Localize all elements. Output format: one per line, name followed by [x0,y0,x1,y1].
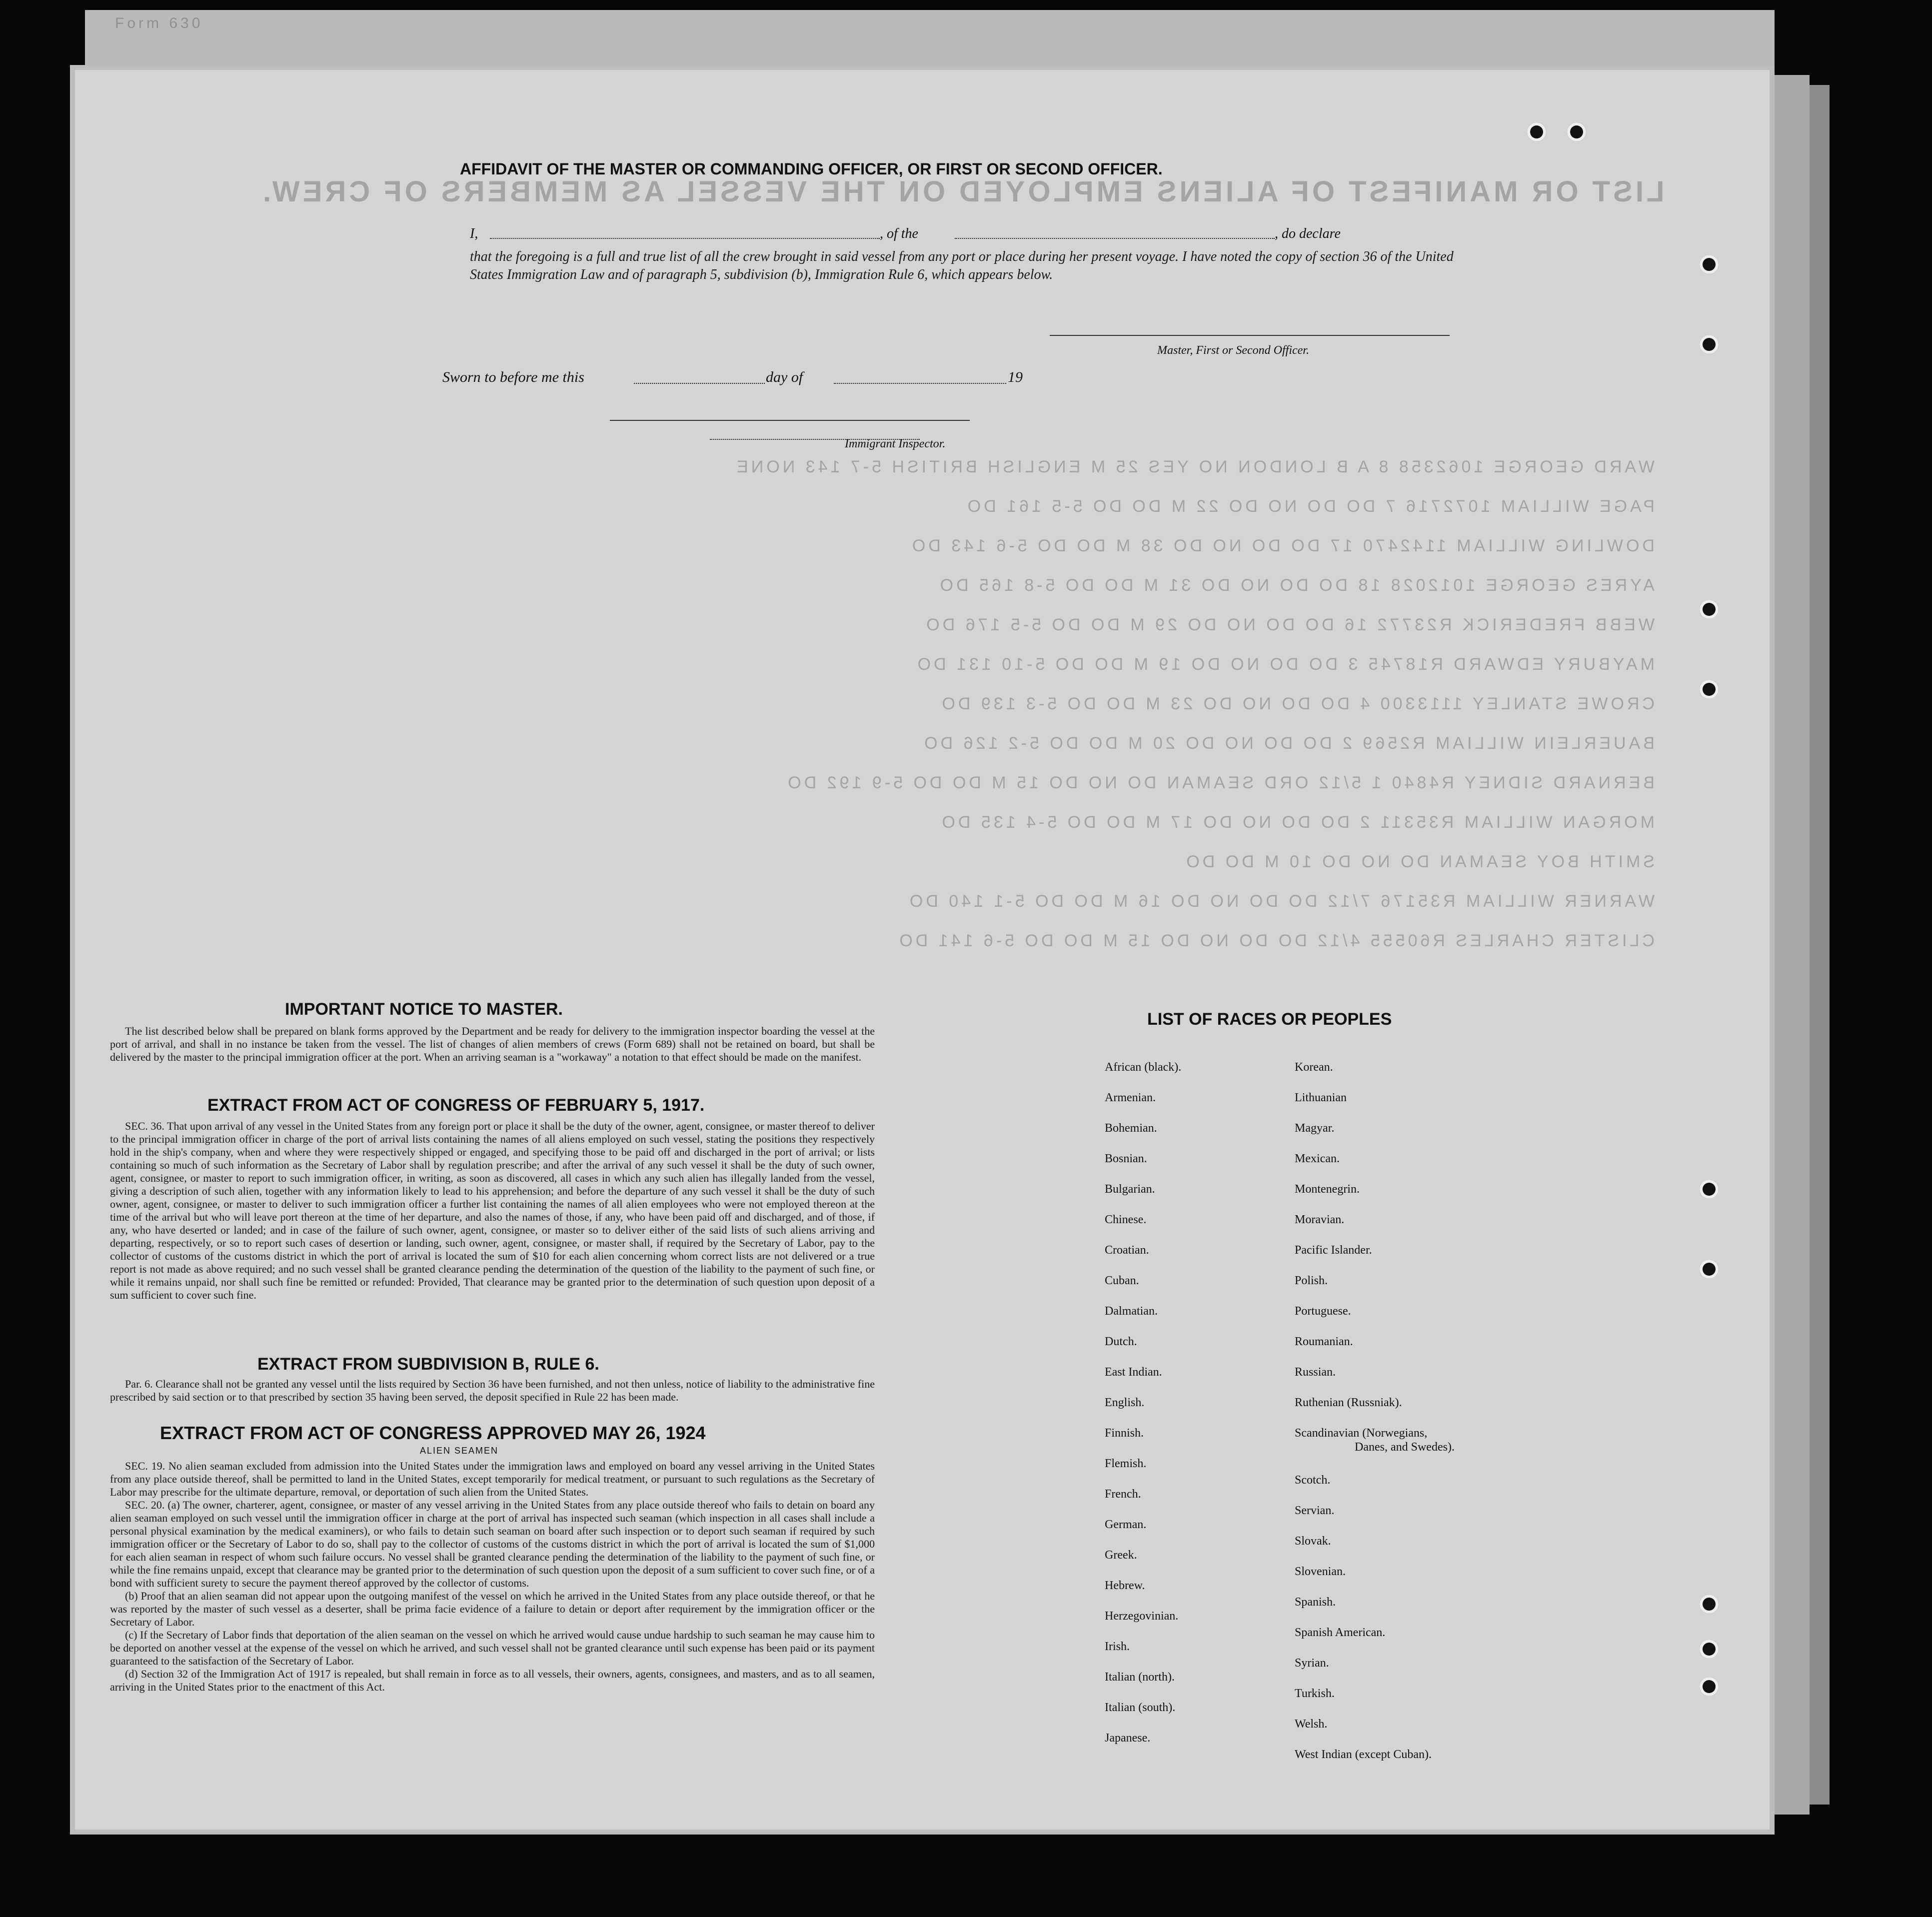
extract-1917-text [110,1120,875,1302]
race-item: Roumanian. [1295,1335,1353,1348]
stacked-pages-edge-dark [1810,85,1830,1805]
section-20b-paragraph: (b) Proof that an alien seaman did not appear upon the outgoing manifest of the vessel on which he arrived in the United States from any place outside thereof, or that he was reported by the master of such vessel as a deserter, shall be prima facie evidence of a failure to detain or deport after requirement by the immigration officer or the Secretary of Labor. [110,1590,875,1628]
binder-hole-icon [1700,680,1719,699]
declarant-suffix: , do declare [1275,226,1341,241]
race-item: Ruthenian (Russniak). [1295,1396,1402,1409]
race-item: Flemish. [1105,1457,1147,1470]
race-item: Scotch. [1295,1474,1331,1487]
extract-1924-title: EXTRACT FROM ACT OF CONGRESS APPROVED MAY 26, 1924 [160,1423,706,1443]
race-item: Scandinavian (Norwegians, [1295,1427,1428,1440]
sworn-month-line [834,383,1006,384]
affidavit-body-text: that the foregoing is a full and true list of all the crew brought in said vessel from any port or place during her present voyage. I have noted the copy of section 36 of the United States Immigration Law and of paragraph 5, subdivision (b), Immigration Rule 6, which appears below. [470,249,1454,282]
alien-seamen-subtitle: ALIEN SEAMEN [420,1446,499,1456]
reverse-crew-row: AYRES GEORGE 1012028 18 DO DO NO DO 31 M DO DO 5-8 165 DO [937,576,1655,595]
binder-hole-icon [1700,335,1719,354]
notice-title: IMPORTANT NOTICE TO MASTER. [285,1000,563,1019]
declarant-of-the: , of the [880,226,918,241]
affidavit-body [470,248,1455,284]
reverse-crew-row: BERNARD SIDNEY R4840 1 5/12 ORD SEAMAN DO NO DO 15 M DO DO 5-9 192 DO [785,773,1655,792]
reverse-crew-row: PAGE WILLIAM 1072716 7 DO DO NO DO 22 M DO DO 5-5 161 DO [964,497,1655,516]
binder-hole-icon [1700,1677,1719,1696]
section-20c-paragraph: (c) If the Secretary of Labor finds that deportation of the alien seaman on the vessel on which he arrived would cause undue hardship to such seaman he may cause him to be deported on another vessel at the expense of the vessel on which he arrived, and such vessel shall not be granted clearance until such expense has been paid or its payment guaranteed to the satisfaction of the Secretary of Labor. [110,1629,875,1667]
race-item: Hebrew. [1105,1579,1145,1592]
extract-1924-text [110,1460,875,1694]
race-item: Syrian. [1295,1657,1329,1670]
declarant-prefix: I, [470,226,478,241]
sworn-day-line [634,383,765,384]
race-item: Russian. [1295,1366,1336,1379]
binder-hole-icon [1700,1595,1719,1614]
declarant-name-line [490,238,880,239]
inspector-label: Immigrant Inspector. [845,437,946,450]
form-number: Form 630 [115,15,203,31]
affidavit-title: AFFIDAVIT OF THE MASTER OR COMMANDING OFFICER, OR FIRST OR SECOND OFFICER. [460,160,1163,178]
rule-6-text [110,1378,875,1404]
binder-hole-icon [1700,600,1719,619]
race-item: English. [1105,1396,1145,1409]
race-item: West Indian (except Cuban). [1295,1748,1432,1761]
notice-text [110,1025,875,1064]
race-item: Montenegrin. [1295,1183,1360,1196]
section-36-paragraph: SEC. 36. That upon arrival of any vessel in the United States from any foreign port or place it shall be the duty of the owner, agent, consignee, or master thereof to deliver to the principal immigration officer in charge of the port of arrival lists containing the names of all aliens employed on such vessel, stating the positions they respectively hold in the ship's company, when and where they were respectively shipped or engaged, and specifying those to be paid off and discharged in the port of arrival; or lists containing so much of such information as the Secretary of Labor shall by regulation prescribe; and after the arrival of any such vessel it shall be the duty of such owner, agent, consignee, or master to report to such immigration officer, in writing, as soon as discovered, all cases in which any such alien has illegally landed from the vessel, giving a description of such alien, together with any information likely to lead to his apprehension; and before the departure of any such vessel it shall be the duty of such owner, agent, consignee, or master to deliver to such immigration officer a further list containing the names of all alien employees who were not employed thereon at the time of the arrival but who will leave port thereon at the time of her departure, and also the names of those, if any, who have been paid off and discharged, and of those, if any, who have deserted or landed; and in case of the failure of such owner, agent, consignee, or master so to deliver either of the said lists of such aliens arriving and departing, respectively, or so to report such cases of desertion or landing, such owner, agent, consignee, or master shall, if required by the Secretary of Labor, pay to the collector of customs of the customs district in which the port of arrival is located the sum of $10 for each alien concerning whom correct lists are not delivered or a true report is not made as above required; and no such vessel shall be granted clearance pending the determination of the question of the liability to the payment of such fine, or while it remains unpaid, nor shall such fine be remitted or refunded: Provided, That clearance may be granted prior to the determination of such question upon deposit of a sum sufficient to cover such fine. [110,1120,875,1301]
binder-hole-icon [1567,122,1586,141]
sworn-day-of: day of [766,369,803,385]
race-item: Servian. [1295,1504,1335,1517]
binder-hole-icon [1700,1640,1719,1659]
race-item: Irish. [1105,1640,1130,1653]
underlying-page-edge [85,10,1775,70]
race-item: German. [1105,1518,1147,1531]
vessel-name-line [955,238,1275,239]
inspector-upper-line [610,420,970,421]
race-item: East Indian. [1105,1366,1162,1379]
document-sheet [75,15,1770,1830]
race-item: Cuban. [1105,1274,1139,1287]
extract-1917-title: EXTRACT FROM ACT OF CONGRESS OF FEBRUARY 5, 1917. [207,1096,705,1115]
notice-paragraph: The list described below shall be prepared on blank forms approved by the Department and be ready for delivery to the immigration inspector boarding the vessel at the port of arrival, and shall in no instance be taken from the vessel. The list of changes of alien members of crews (Form 689) shall not be retained on board, but shall be delivered by the master to the principal immigration officer at the port. When an arriving seaman is a "workaway" a notation to that effect should be made on the manifest. [110,1025,875,1063]
race-item: Bosnian. [1105,1152,1147,1165]
reverse-crew-row: WARNER WILLIAM R35176 7/12 DO DO NO DO 16 M DO DO 5-1 140 DO [906,892,1655,911]
race-item: Japanese. [1105,1732,1151,1745]
reverse-crew-row: MAYBURY EDWARD R18745 3 DO DO NO DO 19 M DO DO 5-10 131 DO [914,655,1655,674]
section-19-paragraph: SEC. 19. No alien seaman excluded from admission into the United States under the immigration laws and employed on board any vessel arriving in the United States from any place outside thereof, shall be permitted to land in the United States, except temporarily for medical treatment, or pursuant to such regulations as the Secretary of Labor may prescribe for the ultimate departure, removal, or deportation of such alien from the United States. [110,1460,875,1498]
races-title: LIST OF RACES OR PEOPLES [1147,1010,1392,1029]
sworn-year-prefix: 19 [1008,369,1023,385]
race-item: Spanish American. [1295,1626,1386,1639]
rule-6-title: EXTRACT FROM SUBDIVISION B, RULE 6. [257,1355,599,1374]
reverse-crew-row: MORGAN WILLIAM R35311 2 DO DO NO DO 17 M DO DO 5-4 135 DO [939,813,1655,832]
binder-hole-icon [1700,255,1719,274]
race-item: Turkish. [1295,1687,1335,1700]
race-item: Slovenian. [1295,1565,1346,1578]
race-item: Magyar. [1295,1122,1335,1135]
reverse-crew-row: WARD GEORGE 1062358 8 A B LONDON NO YES 25 M ENGLISH BRITISH 5-7 143 NONE [734,457,1655,476]
race-item: Armenian. [1105,1091,1156,1104]
reverse-crew-row: WEBB FREDERICK R23772 16 DO DO NO DO 29 M DO DO 5-5 176 DO [923,615,1655,634]
binder-hole-icon [1700,1180,1719,1199]
race-item: Croatian. [1105,1244,1149,1257]
master-signature-label: Master, First or Second Officer. [1157,344,1309,357]
race-item: African (black). [1105,1061,1182,1074]
race-item: Mexican. [1295,1152,1340,1165]
race-item: Finnish. [1105,1427,1144,1440]
reverse-crew-row: BAUERLEIN WILLIAM R2569 2 DO DO NO DO 20 M DO DO 5-2 126 DO [921,734,1655,753]
rule-6-paragraph: Par. 6. Clearance shall not be granted any vessel until the lists required by Section 36 have been furnished, and not then unless, notice of liability to the administrative fine prescribed by said section or to that prescribed by section 35 having been served, the deposit specified in Rule 22 has been made. [110,1378,875,1403]
section-20d-paragraph: (d) Section 32 of the Immigration Act of 1917 is repealed, but shall remain in force as to all vessels, their owners, agents, consignees, and masters, and as to all seamen, arriving in the United States prior to the enactment of this Act. [110,1668,875,1693]
race-item: Italian (north). [1105,1671,1175,1684]
race-item: Moravian. [1295,1213,1345,1226]
binder-hole-icon [1700,1260,1719,1279]
race-item: Pacific Islander. [1295,1244,1372,1257]
race-item: Polish. [1295,1274,1328,1287]
reverse-crew-row: SMITH BOY SEAMAN DO NO DO 10 M DO DO [1183,852,1655,871]
race-item: Bohemian. [1105,1122,1157,1135]
sworn-label: Sworn to before me this [442,369,584,385]
race-item: Portuguese. [1295,1305,1351,1318]
master-signature-line [1050,335,1450,336]
reverse-crew-row: CLISTER CHARLES R60555 4/12 DO DO NO DO 15 M DO DO 5-6 141 DO [896,931,1655,950]
race-item: Bulgarian. [1105,1183,1155,1196]
race-item: Dutch. [1105,1335,1137,1348]
race-item: Danes, and Swedes). [1355,1441,1455,1454]
race-item: Dalmatian. [1105,1305,1158,1318]
race-item: Korean. [1295,1061,1333,1074]
reverse-crew-row: CROWE STANLEY 1113300 4 DO DO NO DO 23 M DO DO 5-3 139 DO [939,694,1655,713]
reverse-form-header: LIST OR MANIFEST OF ALIENS EMPLOYED ON THE VESSEL AS MEMBERS OF CREW. [260,175,1665,208]
section-20a-paragraph: SEC. 20. (a) The owner, charterer, agent, consignee, or master of any vessel arriving in the United States from any place outside thereof who fails to detain on board any alien seaman employed on such vessel until the immigration officer in charge at the port of arrival has inspected such seaman (which inspection in all cases shall include a personal physical examination by the medical examiners), or who fails to detain such seaman on board after such inspection or to deport such seaman if required by such immigration officer or the Secretary of Labor to do so, shall pay to the collector of customs of the customs district in which the port of arrival is located the sum of $1,000 for each alien seaman in respect of whom such failure occurs. No vessel shall be granted clearance pending the determination of the liability to the payment of such fine, or while the fine remains unpaid, except that clearance may be granted prior to the determination of such question upon the deposit of a sum sufficient to cover such fine, or of a bond with sufficient surety to secure the payment thereof approved by the collector of customs. [110,1499,875,1589]
race-item: Greek. [1105,1549,1137,1562]
race-item: Herzegovinian. [1105,1610,1179,1623]
race-item: Slovak. [1295,1535,1331,1548]
binder-hole-icon [1527,122,1546,141]
race-item: Spanish. [1295,1596,1336,1609]
reverse-crew-row: DOWLING WILLIAM 1142470 17 DO DO NO DO 38 M DO DO 5-6 143 DO [909,536,1655,555]
race-item: French. [1105,1488,1141,1501]
race-item: Welsh. [1295,1718,1328,1731]
race-item: Chinese. [1105,1213,1147,1226]
race-item: Lithuanian [1295,1091,1347,1104]
race-item: Italian (south). [1105,1701,1176,1714]
stacked-pages-edge [1770,75,1810,1815]
